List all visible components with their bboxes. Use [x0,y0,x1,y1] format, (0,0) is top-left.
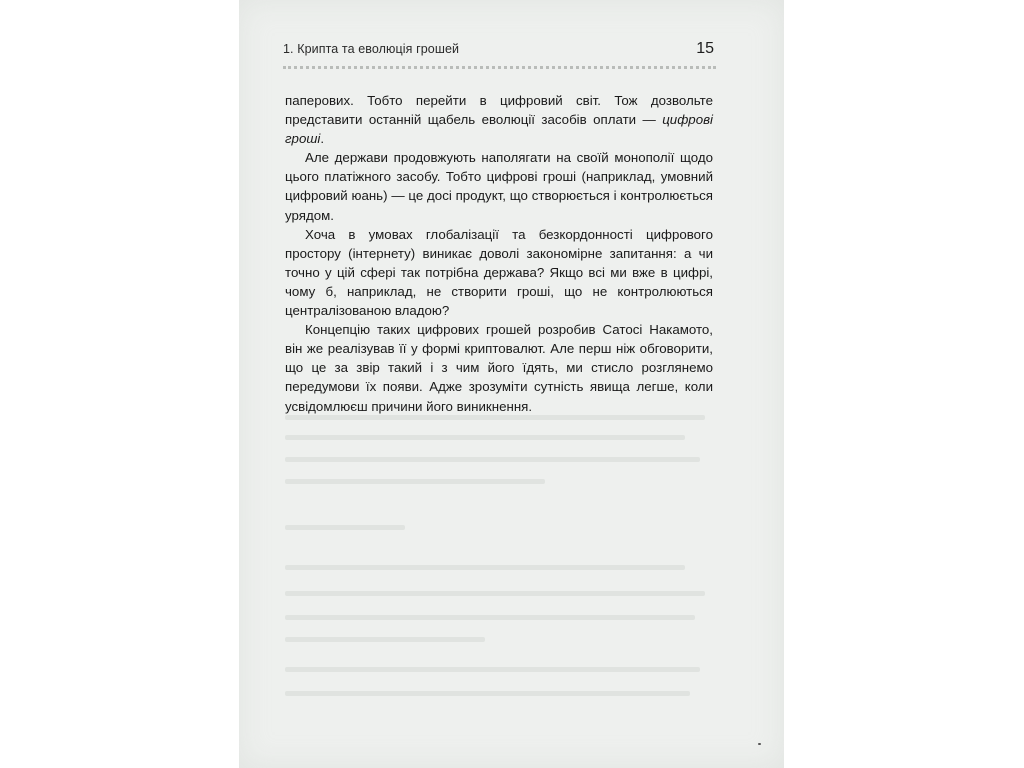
emphasis-text: цифрові гроші [285,112,713,147]
paragraph-end: . [320,131,325,147]
book-page [239,0,784,768]
scan-speck [758,743,761,745]
paragraph: Концепцію таких цифрових грошей розробив Сатосі Накамото, він же реалізував її у формі криптовалют. Але перш ніж обговорити, що це за звір такий і з чим його їдять, ми стисло розглянемо передумови їх появи. Адже зрозуміти сутність явища легше, коли усвідомлюєш причини його виникнення. [285,322,713,414]
paragraph-text: паперових. Тобто перейти в цифровий світ. Тож дозвольте представити останній щабель еволюції засобів оплати — [285,93,713,128]
body-text [285,91,713,416]
page-number: 15 [696,40,714,57]
paragraph: Хоча в умовах глобалізації та безкордонності цифрового простору (інтернету) виникає доволі закономірне запитання: а чи точно у цій сфері так потрібна держава? Якщо всі ми вже в цифрі, чому б, наприклад, не створити гроші, що не контролюються централізованою владою? [285,226,713,319]
running-head [283,41,716,61]
show-through-back-page [285,405,715,705]
chapter-title: 1. Крипта та еволюція грошей [283,42,460,56]
paragraph: Але держави продовжують наполягати на своїй монополії щодо цього платіжного засобу. Тобто цифрові гроші (наприклад, умовний цифровий юань) — це досі продукт, що створюється і контролюється урядом. [285,150,713,223]
paragraph [285,91,713,148]
header-divider [283,66,716,69]
